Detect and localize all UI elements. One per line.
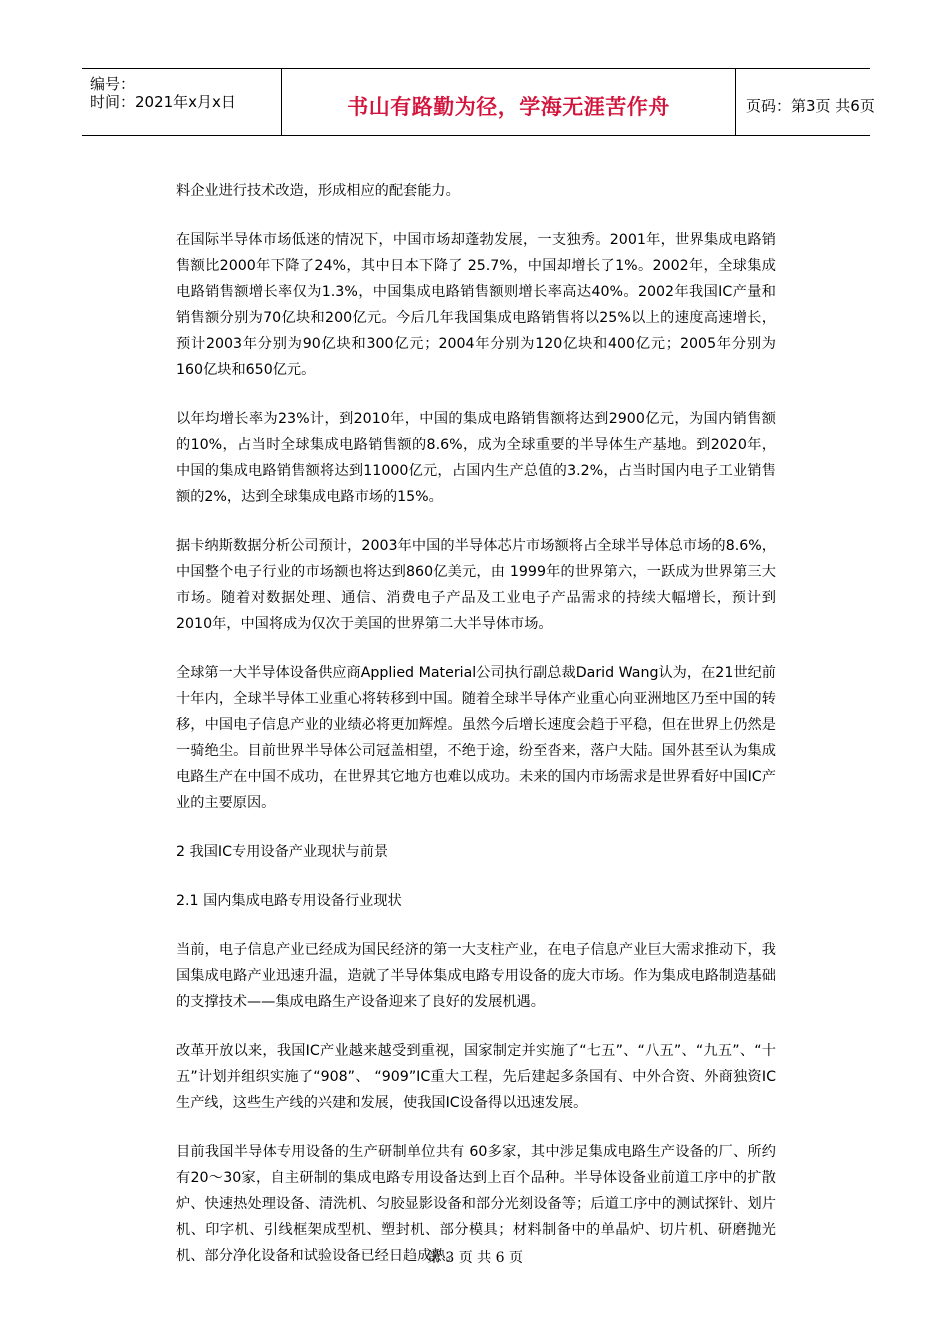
- paragraph: 当前，电子信息产业已经成为国民经济的第一大支柱产业，在电子信息产业巨大需求推动下，我国集成电路产业迅速升温，造就了半导体集成电路专用设备的庞大市场。作为集成电路制造基础的支撑技术——集成电路生产设备迎来了良好的发展机遇。: [176, 942, 776, 1010]
- document-number-label: 编号：: [90, 75, 136, 93]
- document-time-label: 时间：2021年x月x日: [90, 93, 236, 111]
- header-page-info: 页码：第3页 共6页: [746, 97, 875, 115]
- paragraph: 以年均增长率为23%计，到2010年，中国的集成电路销售额将达到2900亿元，为国内销售额的10%，占当时全球集成电路销售额的8.6%，成为全球重要的半导体生产基地。到2020年，中国的集成电路销售额将达到11000亿元，占国内生产总值的3.2%，占当时国内电子工业销售额的2%，达到全球集成电路市场的15%。: [176, 411, 776, 505]
- paragraph: 目前我国半导体专用设备的生产研制单位共有 60多家，其中涉足集成电路生产设备的厂、所约有20～30家，自主研制的集成电路专用设备达到上百个品种。半导体设备业前道工序中的扩散炉、快速热处理设备、清洗机、匀胶显影设备和部分光刻设备等；后道工序中的测试探针、划片机、印字机、引线框架成型机、塑封机、部分模具；材料制备中的单晶炉、切片机、研磨抛光机、部分净化设备和试验设备已经日趋成熟。: [176, 1144, 776, 1264]
- paragraph: 据卡纳斯数据分析公司预计，2003年中国的半导体芯片市场额将占全球半导体总市场的8.6%，中国整个电子行业的市场额也将达到860亿美元，由 1999年的世界第六，一跃成为世界第三大市场。随着对数据处理、通信、消费电子产品及工业电子产品需求的持续大幅增长，预计到2010年，中国将成为仅次于美国的世界第二大半导体市场。: [176, 538, 776, 632]
- page-footer: 第 3 页 共 6 页: [426, 1250, 524, 1266]
- header-meta-cell: [82, 69, 282, 135]
- page-header: [82, 68, 875, 136]
- header-page-cell: [736, 69, 875, 135]
- paragraph: 全球第一大半导体设备供应商Applied Material公司执行副总裁Darid Wang认为，在21世纪前十年内，全球半导体工业重心将转移到中国。随着全球半导体产业重心向亚洲地区乃至中国的转移，中国电子信息产业的业绩必将更加辉煌。虽然今后增长速度会趋于平稳，但在世界上仍然是一骑绝尘。目前世界半导体公司冠盖相望，不绝于途，纷至沓来，落户大陆。国外甚至认为集成电路生产在中国不成功，在世界其它地方也难以成功。未来的国内市场需求是世界看好中国IC产业的主要原因。: [176, 665, 776, 811]
- paragraph: 料企业进行技术改造，形成相应的配套能力。: [176, 183, 460, 199]
- document-body: [176, 178, 776, 1292]
- header-motto-cell: [282, 69, 736, 135]
- paragraph: 改革开放以来，我国IC产业越来越受到重视，国家制定并实施了“七五”、“八五”、“九五”、“十五”计划并组织实施了“908”、 “909”IC重大工程，先后建起多条国有、中外合资、外商独资IC生产线，这些生产线的兴建和发展，使我国IC设备得以迅速发展。: [176, 1043, 776, 1111]
- section-heading: 2 我国IC专用设备产业现状与前景: [176, 844, 389, 860]
- header-motto: 书山有路勤为径，学海无涯苦作舟: [347, 95, 670, 119]
- paragraph: 在国际半导体市场低迷的情况下，中国市场却蓬勃发展，一支独秀。2001年，世界集成电路销售额比2000年下降了24%，其中日本下降了 25.7%，中国却增长了1%。2002年，全球集成电路销售额增长率仅为1.3%，中国集成电路销售额则增长率高达40%。2002年我国IC产量和销售额分别为70亿块和200亿元。今后几年我国集成电路销售将以25%以上的速度高速增长，预计2003年分别为90亿块和300亿元；2004年分别为120亿块和400亿元；2005年分别为160亿块和650亿元。: [176, 232, 776, 378]
- subsection-heading: 2.1 国内集成电路专用设备行业现状: [176, 893, 402, 909]
